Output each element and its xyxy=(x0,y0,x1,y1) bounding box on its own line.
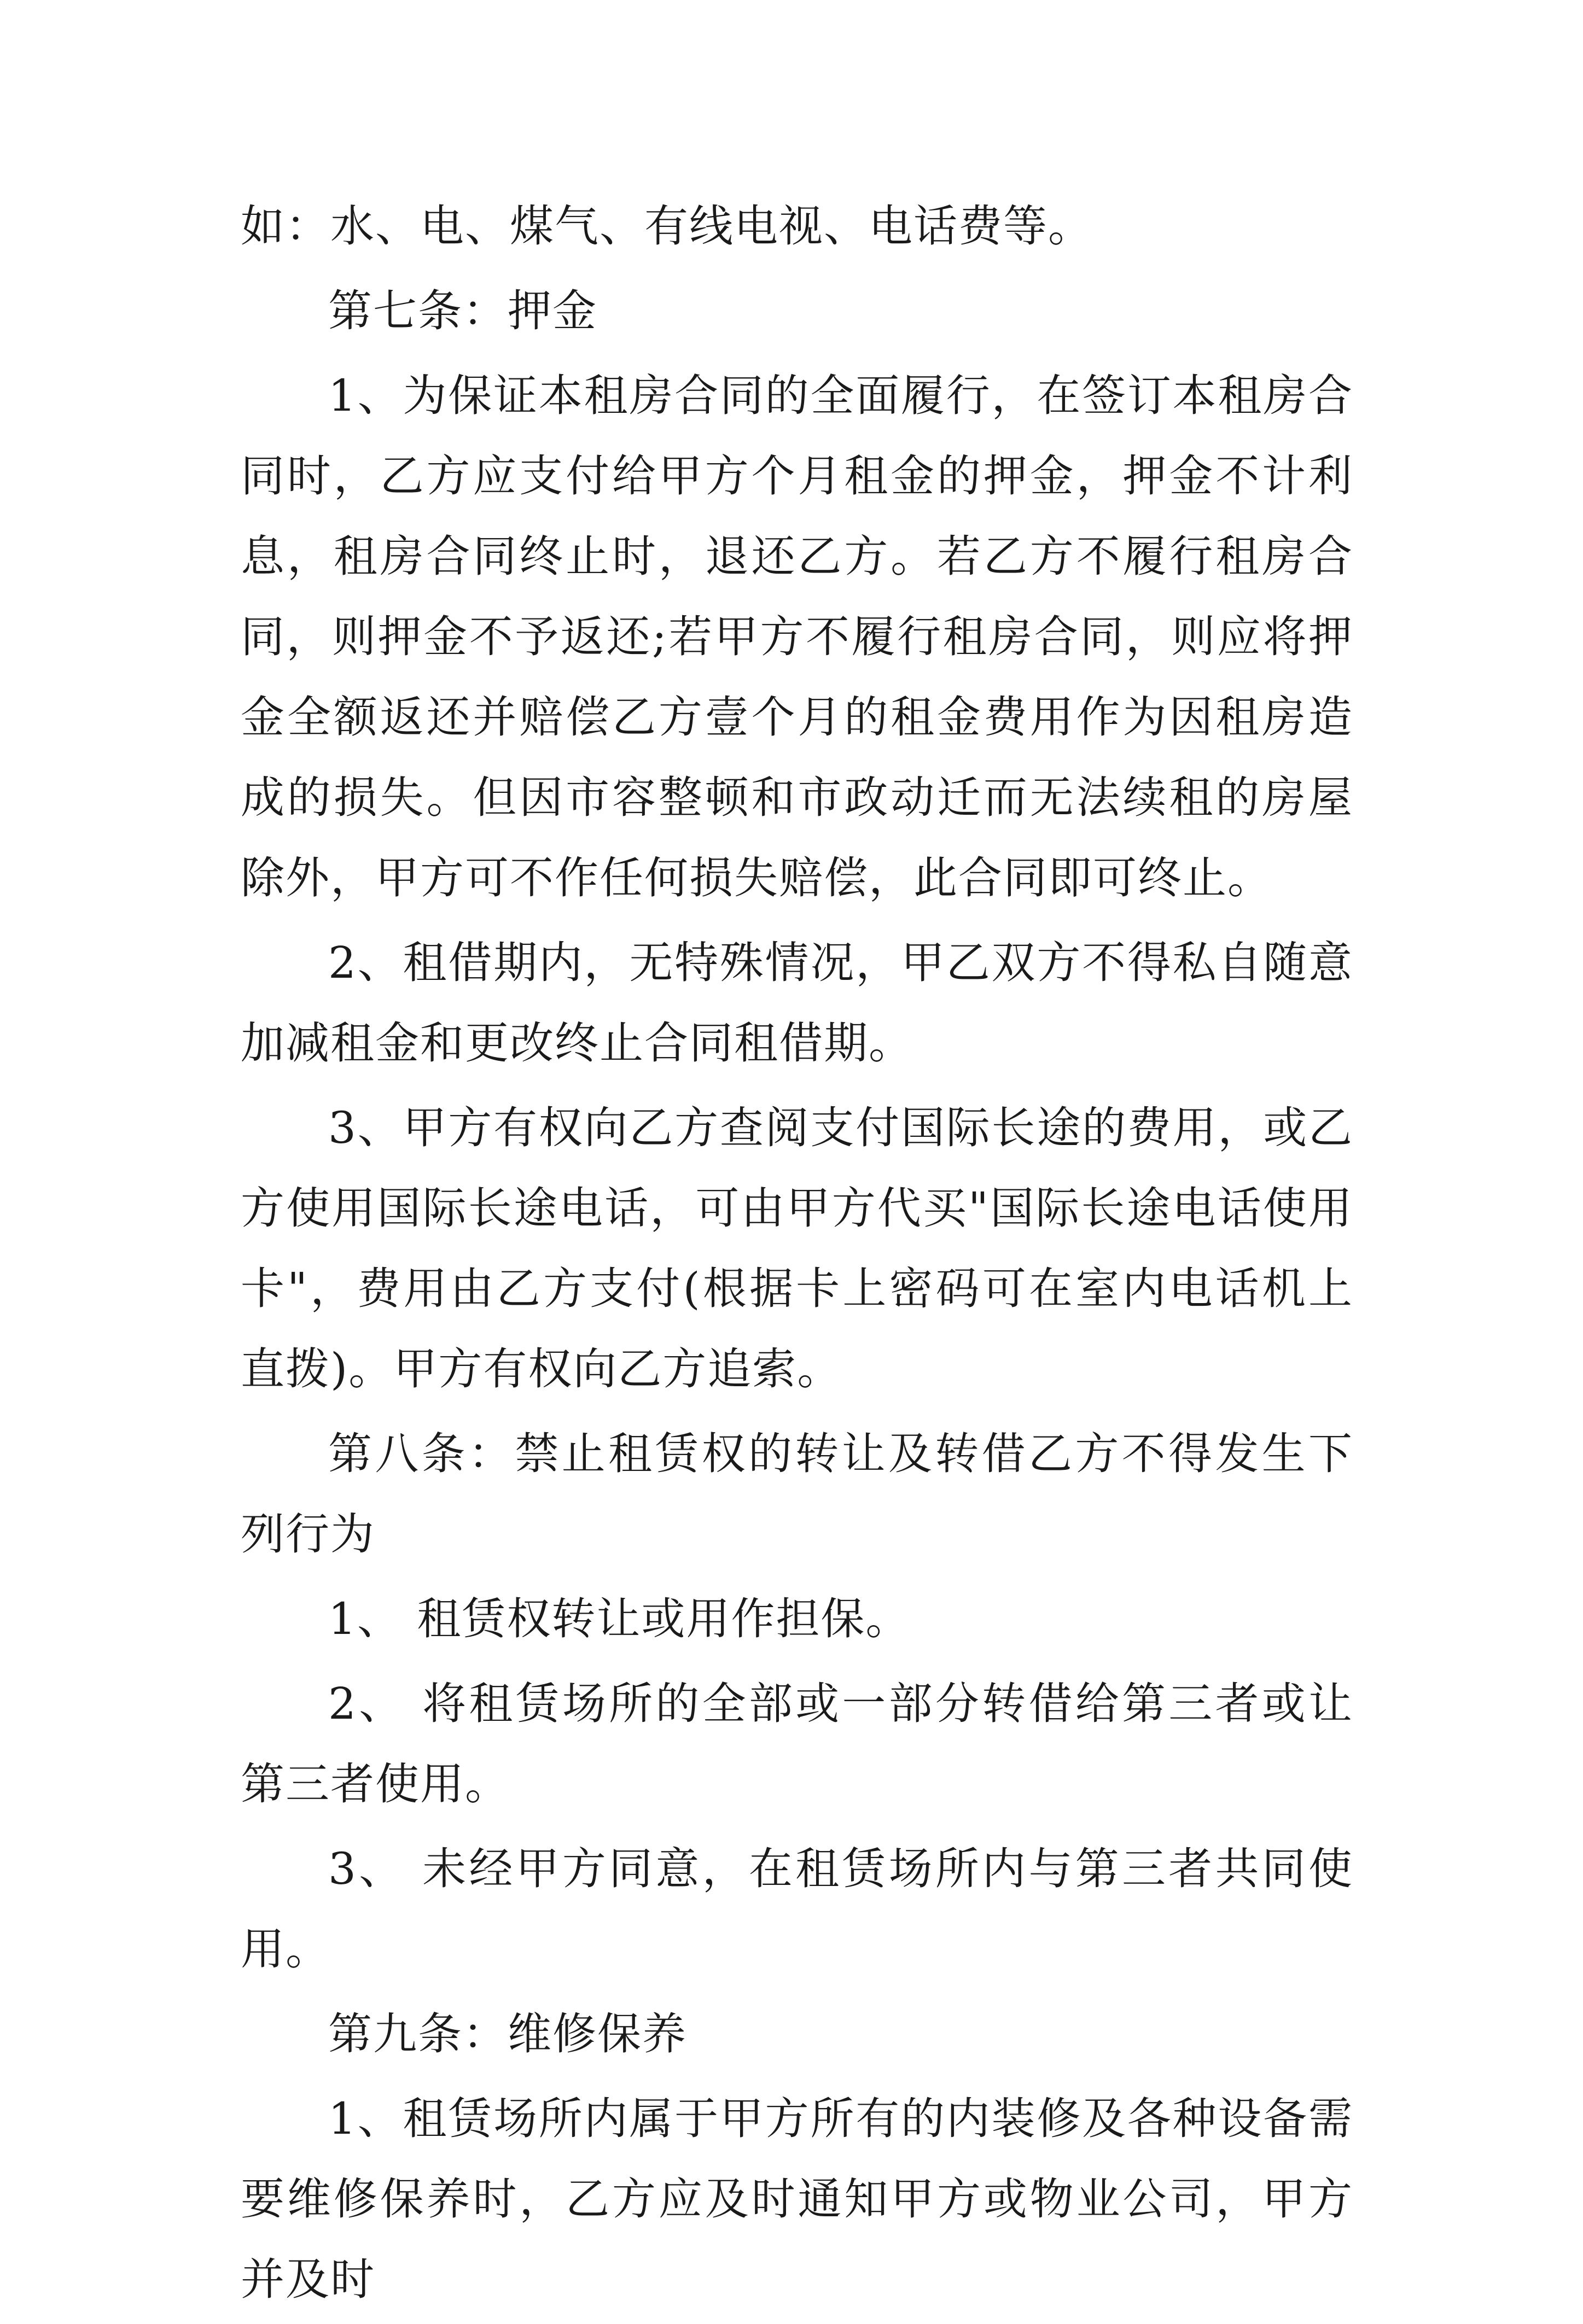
heading-article-7: 第七条：押金 xyxy=(328,285,597,336)
paragraph-deposit-2: 2、租借期内，无特殊情况，甲乙双方不得私自随意加减租金和更改终止合同租借期。 xyxy=(241,937,1353,1068)
paragraph-utilities: 如：水、电、煤气、有线电视、电话费等。 xyxy=(241,201,1093,252)
heading-article-8: 第八条：禁止租赁权的转让及转借乙方不得发生下列行为 xyxy=(241,1428,1353,1560)
paragraph-deposit-1: 1、为保证本租房合同的全面履行，在签订本租房合同时，乙方应支付给甲方个月租金的押金，押金不计利息，租房合同终止时，退还乙方。若乙方不履行租房合同，则押金不予返还;若甲方不履行租房合同，则应将押金全额返还并赔偿乙方壹个月的租金费用作为因租房造成的损失。但因市容整顿和市政动迁而无法续租的房屋除外，甲方可不作任何损失赔偿，此合同即可终止。 xyxy=(241,370,1353,903)
document-page xyxy=(241,186,1353,2324)
paragraph-prohibit-3: 3、 未经甲方同意，在租赁场所内与第三者共同使用。 xyxy=(241,1843,1353,1975)
heading-article-9: 第九条：维修保养 xyxy=(328,2008,687,2059)
paragraph-deposit-3: 3、甲方有权向乙方查阅支付国际长途的费用，或乙方使用国际长途电话，可由甲方代买"国际长途电话使用卡"，费用由乙方支付(根据卡上密码可在室内电话机上直拨)。甲方有权向乙方追索。 xyxy=(241,1102,1353,1394)
paragraph-prohibit-1: 1、 租赁权转让或用作担保。 xyxy=(328,1593,911,1644)
paragraph-maintenance-1: 1、租赁场所内属于甲方所有的内装修及各种设备需要维修保养时，乙方应及时通知甲方或物业公司，甲方并及时 xyxy=(241,2093,1353,2305)
paragraph-prohibit-2: 2、 将租赁场所的全部或一部分转借给第三者或让第三者使用。 xyxy=(241,1678,1353,1809)
